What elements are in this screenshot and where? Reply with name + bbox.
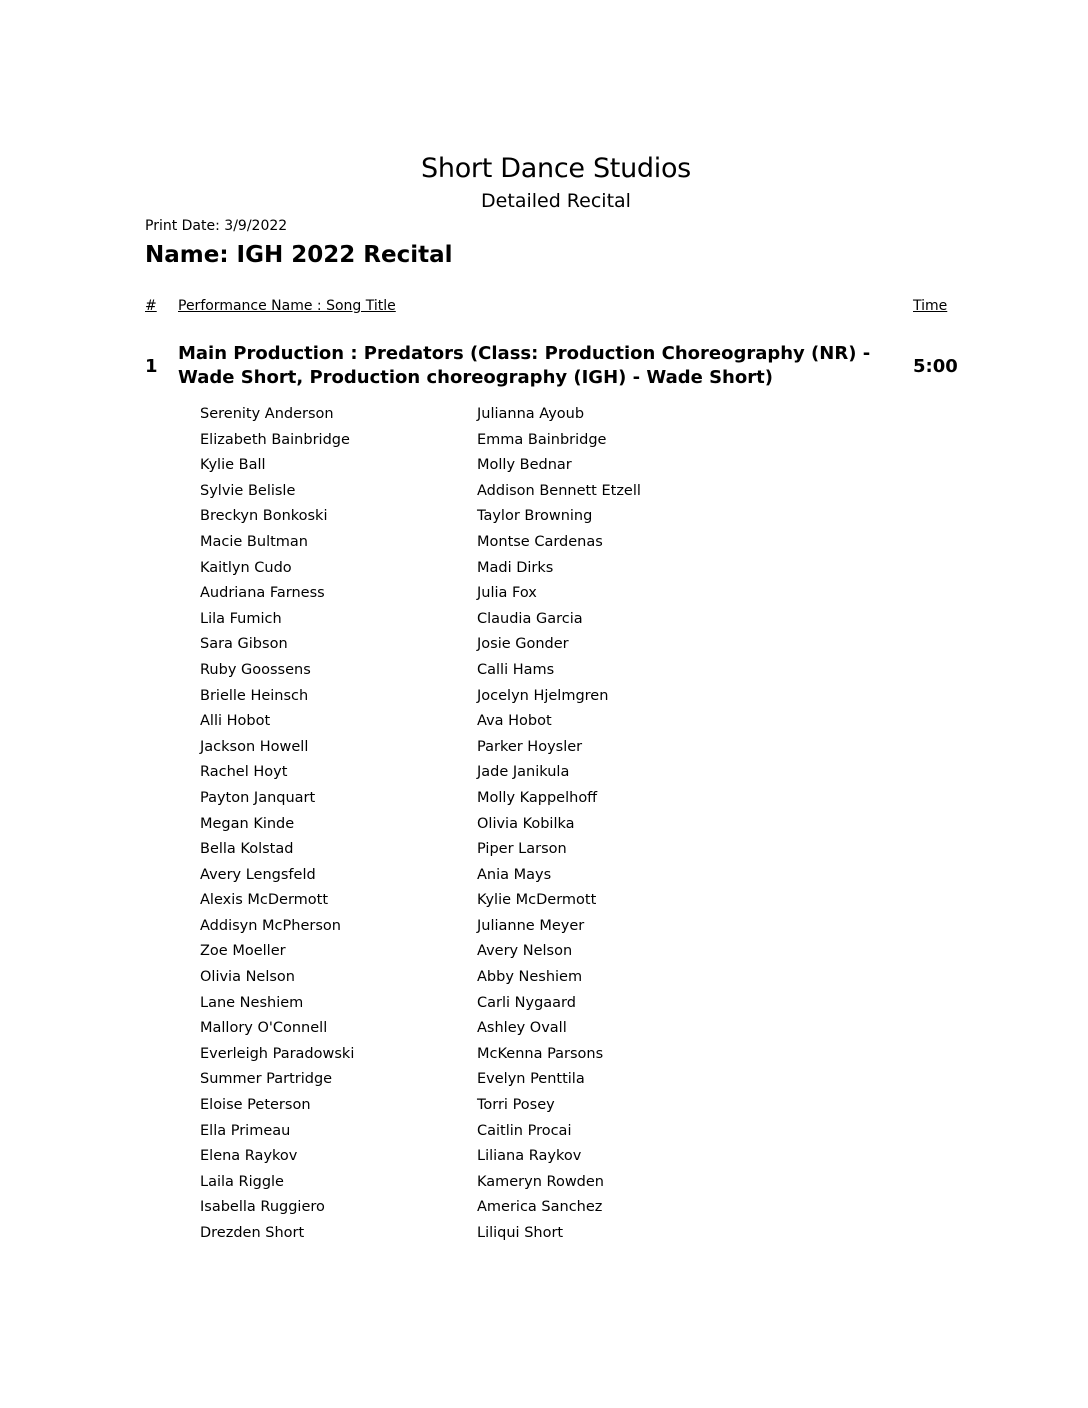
dancer-name: Torri Posey: [477, 1097, 555, 1114]
dancer-name: Molly Kappelhoff: [477, 789, 598, 806]
dancer-name: Piper Larson: [477, 841, 567, 858]
dancer-name: Kaitlyn Cudo: [200, 559, 292, 576]
dancer-name: Josie Gonder: [477, 636, 569, 653]
dancer-name: Everleigh Paradowski: [200, 1045, 355, 1062]
dancer-name: Avery Lengsfeld: [200, 866, 316, 883]
dancer-name: Molly Bednar: [477, 457, 572, 474]
performance-title: Main Production : Predators (Class: Production Choreography (NR) - Wade Short, Production choreography (IGH) - Wade Short): [178, 343, 871, 388]
dancer-name: Carli Nygaard: [477, 994, 576, 1011]
dancer-name: Bella Kolstad: [200, 841, 294, 858]
print-date: Print Date: 3/9/2022: [145, 218, 288, 234]
report-title: Detailed Recital: [481, 190, 631, 212]
dancer-name: Claudia Garcia: [477, 610, 583, 627]
dancer-name: Julianne Meyer: [477, 917, 585, 934]
dancer-name: Sara Gibson: [200, 636, 288, 653]
recital-name: Name: IGH 2022 Recital: [145, 242, 453, 268]
dancer-name: Addison Bennett Etzell: [477, 482, 641, 499]
dancer-name: Ruby Goossens: [200, 661, 311, 678]
column-header-number: #: [145, 298, 157, 314]
dancer-name: Brielle Heinsch: [200, 687, 309, 704]
dancer-name: Mallory O'Connell: [200, 1020, 328, 1037]
dancer-name: Kylie Ball: [200, 457, 266, 474]
dancer-name: Isabella Ruggiero: [200, 1199, 325, 1216]
dancer-name: Jocelyn Hjelmgren: [477, 687, 609, 704]
dancer-name: Breckyn Bonkoski: [200, 508, 328, 525]
dancer-name: Evelyn Penttila: [477, 1071, 585, 1088]
dancer-name: Lila Fumich: [200, 610, 282, 627]
studio-name: Short Dance Studios: [421, 153, 691, 184]
dancer-name: Zoe Moeller: [200, 943, 286, 960]
dancer-name: Caitlin Procai: [477, 1122, 572, 1139]
dancer-name: Lane Neshiem: [200, 994, 304, 1011]
dancer-name: Laila Riggle: [200, 1173, 284, 1190]
performance-time: 5:00: [913, 356, 958, 377]
column-header-performance: Performance Name : Song Title: [178, 298, 396, 314]
dancer-list: [200, 402, 760, 1247]
dancer-name: Elena Raykov: [200, 1148, 298, 1165]
dancer-name: Olivia Kobilka: [477, 815, 575, 832]
dancer-name: Liliana Raykov: [477, 1148, 582, 1165]
dancer-name: Sylvie Belisle: [200, 482, 296, 499]
dancer-name: Summer Partridge: [200, 1071, 333, 1088]
dancer-name: Addisyn McPherson: [200, 917, 341, 934]
dancer-name: McKenna Parsons: [477, 1045, 604, 1062]
dancer-name: Julianna Ayoub: [477, 406, 585, 422]
dancer-name: Parker Hoysler: [477, 738, 583, 755]
dancer-name: Taylor Browning: [477, 508, 593, 525]
dancer-name: Kameryn Rowden: [477, 1173, 604, 1190]
dancer-name: Megan Kinde: [200, 815, 295, 832]
dancer-name: Calli Hams: [477, 661, 555, 678]
dancer-name: Avery Nelson: [477, 943, 573, 960]
dancer-name: Macie Bultman: [200, 533, 308, 550]
dancer-name: Ava Hobot: [477, 713, 552, 730]
dancer-name: Payton Janquart: [200, 789, 316, 806]
dancer-name: Alexis McDermott: [200, 892, 329, 909]
dancer-name: Elizabeth Bainbridge: [200, 431, 350, 448]
dancer-name: Alli Hobot: [200, 713, 271, 730]
dancer-name: Ashley Ovall: [477, 1020, 567, 1037]
dancer-name: Rachel Hoyt: [200, 764, 288, 781]
dancer-name: Madi Dirks: [477, 559, 554, 576]
dancer-name: Olivia Nelson: [200, 969, 295, 986]
dancer-name: Jade Janikula: [477, 764, 570, 781]
dancer-name: Abby Neshiem: [477, 969, 583, 986]
dancer-name: Ella Primeau: [200, 1122, 291, 1139]
column-header-time: Time: [913, 298, 948, 314]
dancer-name: Audriana Farness: [200, 585, 325, 602]
performance-number: 1: [145, 356, 158, 377]
dancer-name: Julia Fox: [477, 585, 537, 602]
dancer-name: America Sanchez: [477, 1199, 603, 1216]
dancer-name: Drezden Short: [200, 1225, 305, 1241]
dancer-name: Kylie McDermott: [477, 892, 597, 909]
dancer-name: Liliqui Short: [477, 1225, 564, 1241]
dancer-name: Eloise Peterson: [200, 1097, 311, 1114]
dancer-name: Serenity Anderson: [200, 406, 334, 422]
dancer-name: Ania Mays: [477, 866, 552, 883]
dancer-name: Montse Cardenas: [477, 533, 603, 550]
dancer-name: Emma Bainbridge: [477, 431, 607, 448]
dancer-name: Jackson Howell: [200, 738, 309, 755]
